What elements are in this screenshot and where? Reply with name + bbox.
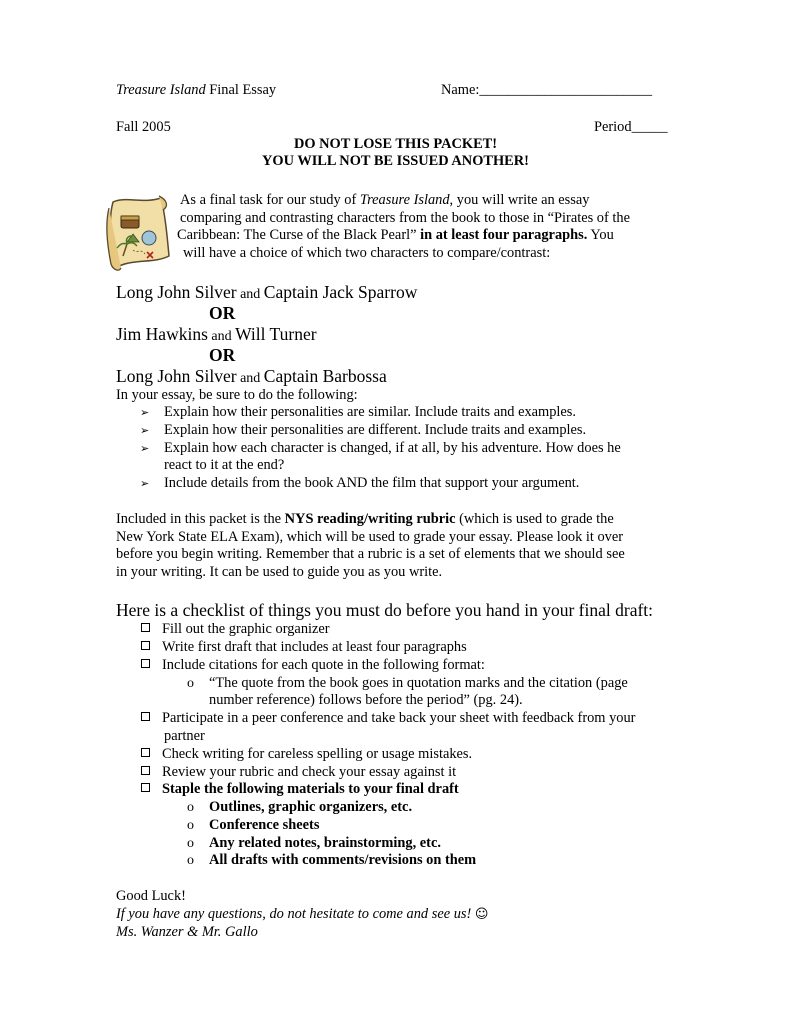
circle-bullet-icon: o xyxy=(187,853,194,868)
circle-bullet-icon: o xyxy=(187,836,194,851)
rubric-line-4: in your writing. It can be used to guide you as you write. xyxy=(116,563,443,580)
instructions-lead: In your essay, be sure to do the following: xyxy=(116,387,358,403)
or-separator-1: OR xyxy=(209,303,236,323)
choice-1: Long John Silver and Captain Jack Sparrow xyxy=(116,282,418,302)
checklist-item-continuation: partner xyxy=(164,728,205,744)
choice-3: Long John Silver and Captain Barbossa xyxy=(116,366,387,386)
checklist-item: Include citations for each quote in the following format: xyxy=(141,657,485,674)
checklist-item: Check writing for careless spelling or usage mistakes. xyxy=(141,746,472,763)
intro-line-3: Caribbean: The Curse of the Black Pearl” in at least four paragraphs. You xyxy=(177,227,614,244)
instruction-item: ➢ Explain how each character is changed, if at all, by his adventure. How does he xyxy=(140,440,621,456)
warning-line-1: DO NOT LOSE THIS PACKET! xyxy=(293,136,498,152)
checklist-title: Here is a checklist of things you must do before you hand in your final draft: xyxy=(116,600,654,620)
or-separator-2: OR xyxy=(209,345,236,365)
staple-item: o Outlines, graphic organizers, etc. xyxy=(187,799,413,815)
choice-2: Jim Hawkins and Will Turner xyxy=(116,324,317,344)
circle-bullet-icon: o xyxy=(187,676,194,691)
rubric-line-3: before you begin writing. Remember that a rubric is a set of elements that we should see xyxy=(116,546,625,563)
intro-line-1: As a final task for our study of Treasure Island, you will write an essay xyxy=(180,192,590,208)
checklist-item: Review your rubric and check your essay against it xyxy=(141,764,456,781)
checkbox-icon xyxy=(141,641,150,650)
instruction-item: ➢ Explain how their personalities are similar. Include traits and examples. xyxy=(140,404,577,420)
essay-title-rest: Final Essay xyxy=(205,82,277,98)
arrow-bullet-icon: ➢ xyxy=(140,424,150,437)
staple-item: o Any related notes, brainstorming, etc. xyxy=(187,835,441,851)
arrow-bullet-icon: ➢ xyxy=(140,477,150,490)
checkbox-icon xyxy=(141,783,150,792)
staple-item: o All drafts with comments/revisions on them xyxy=(187,852,477,868)
circle-bullet-icon: o xyxy=(187,818,194,833)
intro-line-4: will have a choice of which two characters to compare/contrast: xyxy=(183,244,551,261)
checklist-item: Participate in a peer conference and take back your sheet with feedback from your xyxy=(141,710,635,727)
treasure-map-icon xyxy=(103,194,175,276)
checkbox-icon xyxy=(141,748,150,757)
checkbox-icon xyxy=(141,623,150,632)
intro-paragraph xyxy=(177,192,680,262)
checklist-item: Write first draft that includes at least four paragraphs xyxy=(141,639,467,656)
term-label: Fall 2005 xyxy=(116,119,171,135)
checklist-item: Fill out the graphic organizer xyxy=(141,621,330,638)
rubric-paragraph xyxy=(116,511,676,581)
arrow-bullet-icon: ➢ xyxy=(140,406,150,419)
essay-title-book: Treasure Island xyxy=(116,82,206,98)
questions-note: If you have any questions, do not hesitate to come and see us! ☺ xyxy=(116,906,489,922)
warning-line-2: YOU WILL NOT BE ISSUED ANOTHER! xyxy=(262,153,529,169)
citation-example-continuation: number reference) follows before the period” (pg. 24). xyxy=(209,692,523,708)
essay-title xyxy=(116,82,276,99)
intro-line-2: comparing and contrasting characters from the book to those in “Pirates of the xyxy=(180,209,630,226)
signature: Ms. Wanzer & Mr. Gallo xyxy=(116,924,258,940)
circle-bullet-icon: o xyxy=(187,800,194,815)
checklist-item: Staple the following materials to your final draft xyxy=(141,781,459,798)
rubric-line-2: New York State ELA Exam), which will be used to grade your essay. Please look it over xyxy=(116,528,624,545)
citation-example: o “The quote from the book goes in quotation marks and the citation (page xyxy=(187,675,628,691)
checkbox-icon xyxy=(141,712,150,721)
period-field: Period_____ xyxy=(594,119,668,135)
instruction-item-continuation: react to it at the end? xyxy=(164,457,285,473)
rubric-line-1: Included in this packet is the NYS reading/writing rubric (which is used to grade the xyxy=(116,511,614,527)
smiley-icon: ☺ xyxy=(474,907,489,922)
instruction-item: ➢ Explain how their personalities are different. Include traits and examples. xyxy=(140,422,587,438)
name-field: Name:________________________ xyxy=(441,82,653,98)
checkbox-icon xyxy=(141,766,150,775)
checkbox-icon xyxy=(141,659,150,668)
arrow-bullet-icon: ➢ xyxy=(140,442,150,455)
good-luck: Good Luck! xyxy=(116,888,186,904)
instruction-item: ➢ Include details from the book AND the film that support your argument. xyxy=(140,475,580,491)
staple-item: o Conference sheets xyxy=(187,817,320,833)
